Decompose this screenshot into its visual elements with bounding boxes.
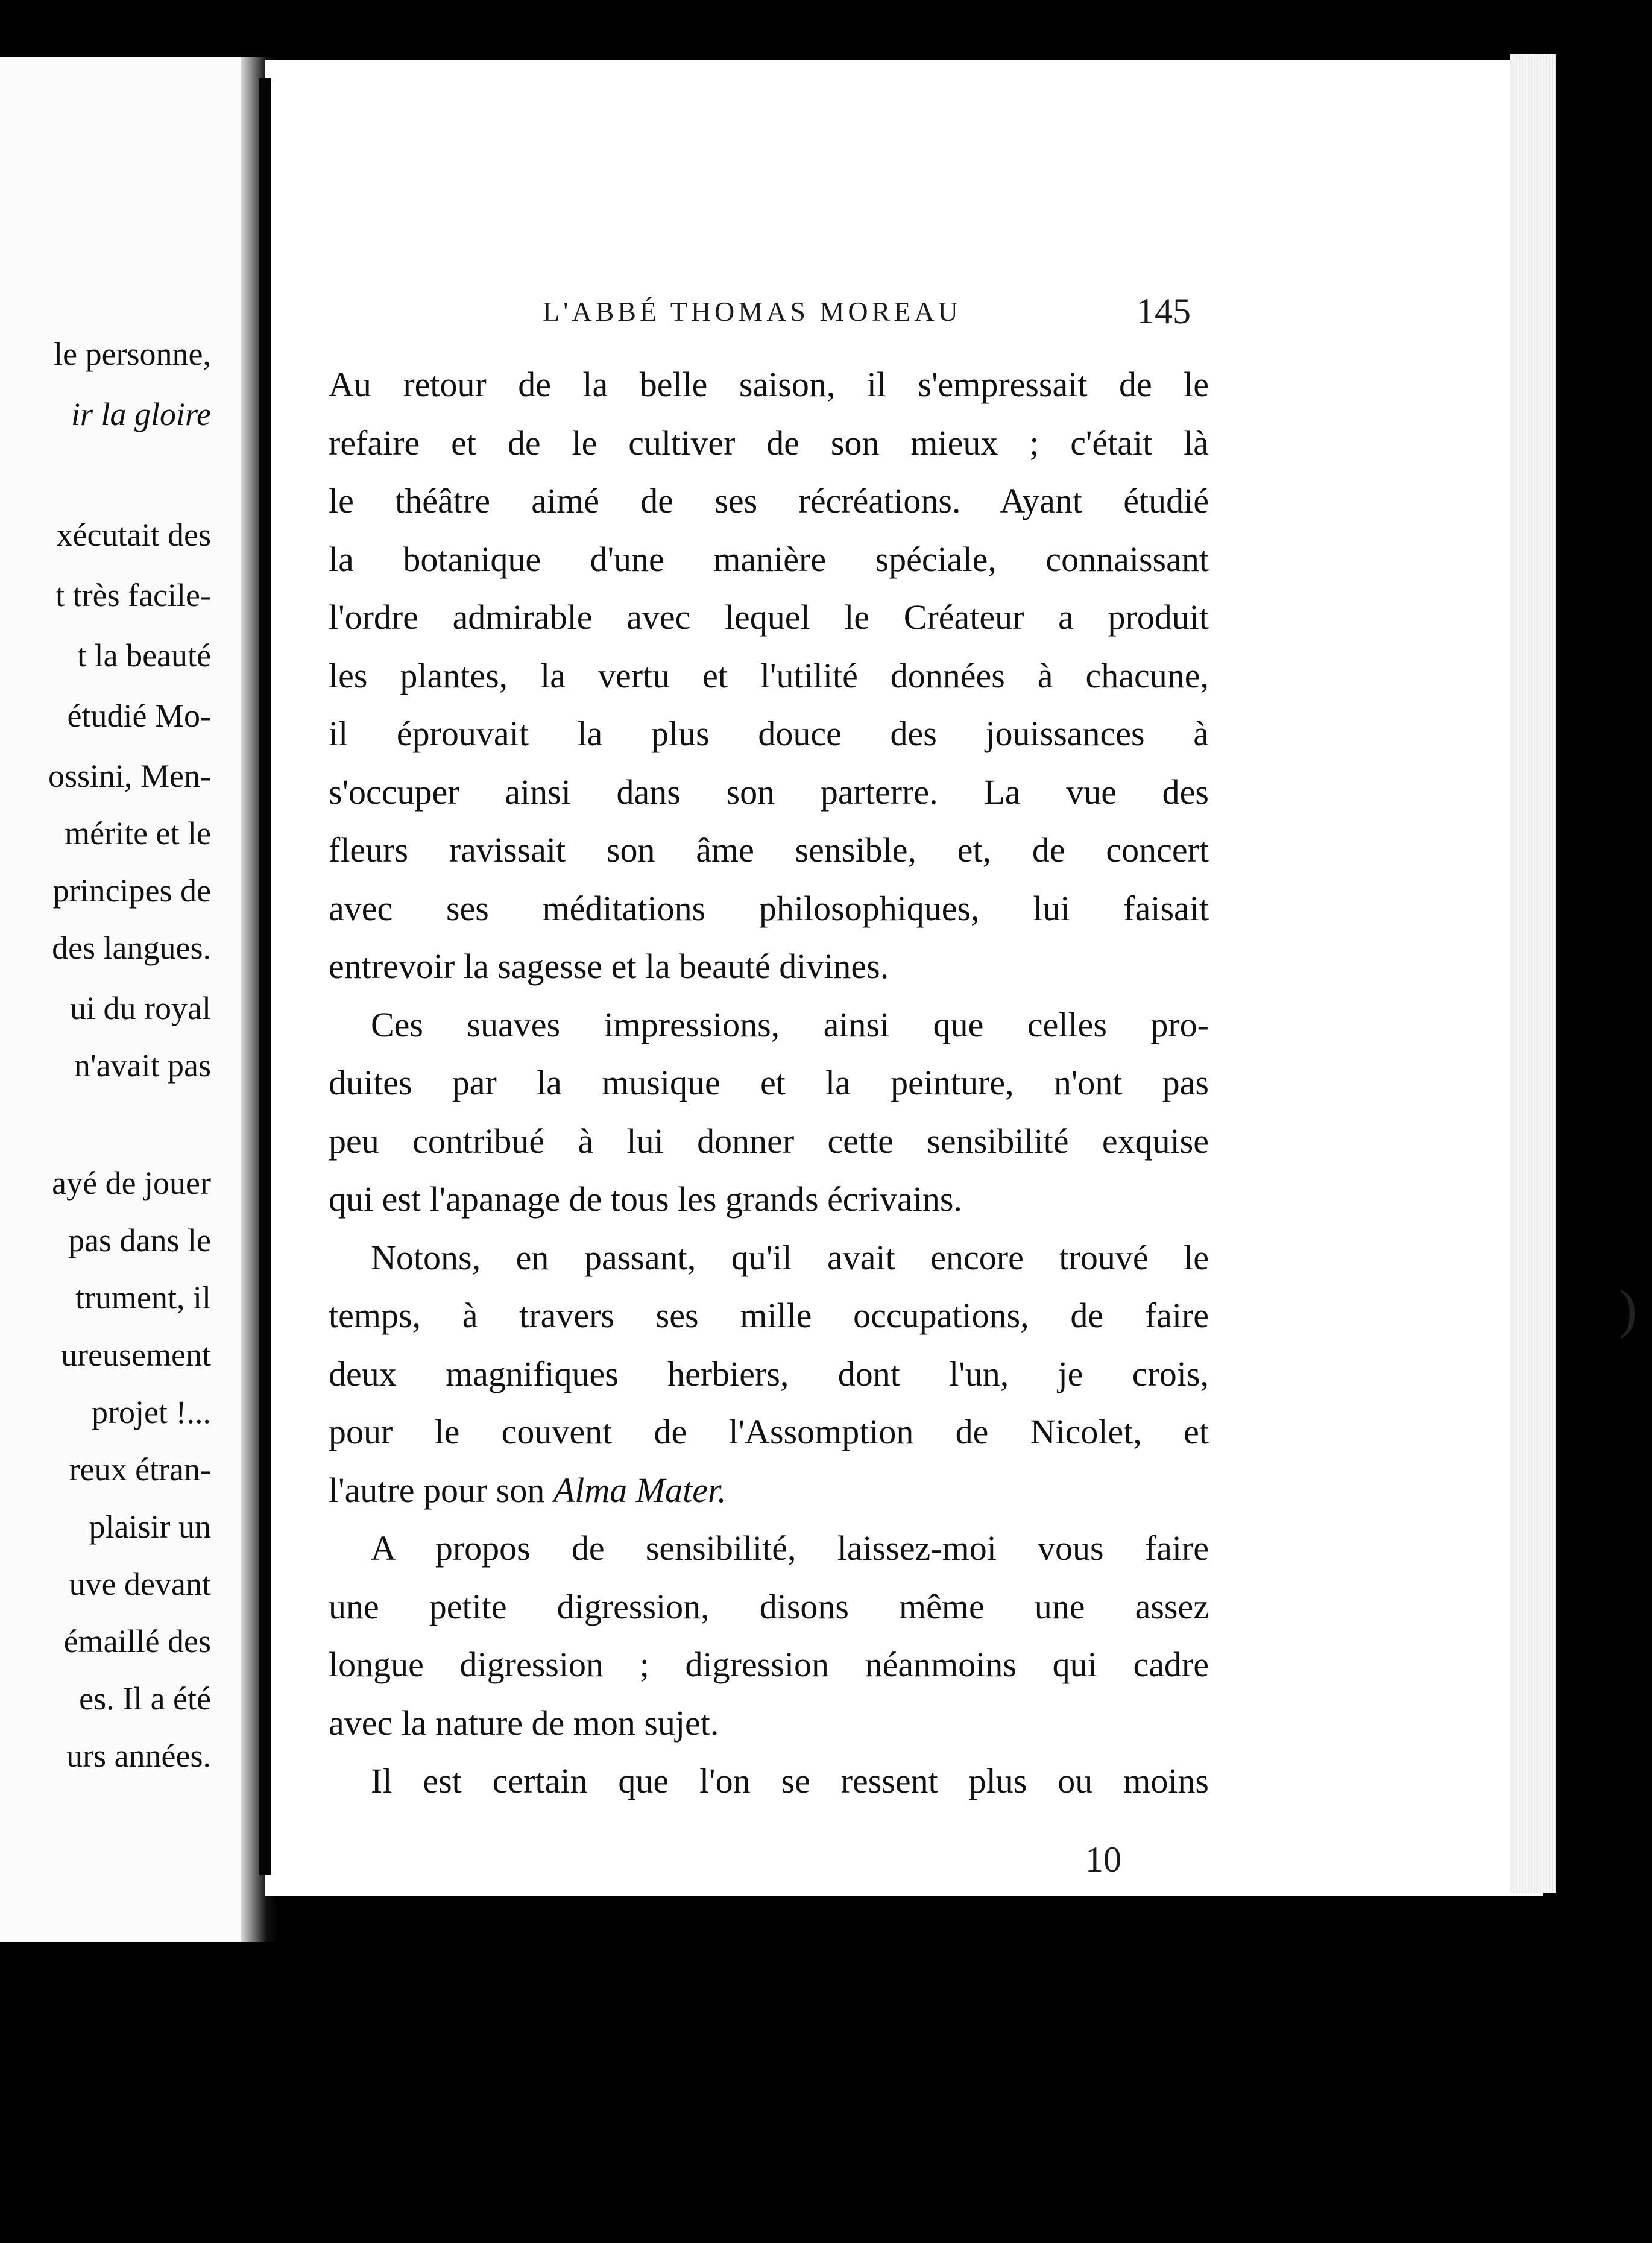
- text-line: refaire et de le cultiver de son mieux ; c'était là: [329, 423, 1209, 462]
- signature-number: 10: [1085, 1840, 1121, 1879]
- left-page-line: es. Il a été: [79, 1680, 211, 1717]
- italic-title: Alma Mater.: [553, 1470, 727, 1510]
- left-page-line: n'avait pas: [74, 1047, 211, 1084]
- text-line: pour le couvent de l'Assomption de Nicolet, et: [329, 1412, 1209, 1451]
- text-line: la botanique d'une manière spéciale, connaissant: [329, 539, 1209, 579]
- left-page-line: ayé de jouer: [52, 1165, 211, 1201]
- binding-shadow: [259, 78, 271, 1875]
- text-line: qui est l'apanage de tous les grands écrivains.: [329, 1179, 962, 1219]
- left-page-line: ir la gloire: [71, 396, 211, 432]
- text-line: le théâtre aimé de ses récréations. Ayant étudié: [329, 481, 1209, 520]
- text-line: entrevoir la sagesse et la beauté divines.: [329, 947, 889, 986]
- left-page-line: mérite et le: [65, 815, 211, 851]
- scan-edge-mark-icon: ): [1619, 1279, 1637, 1339]
- text-line: deux magnifiques herbiers, dont l'un, je crois,: [329, 1354, 1209, 1393]
- page-number: 145: [1137, 291, 1191, 331]
- text-line: s'occuper ainsi dans son parterre. La vue des: [329, 772, 1209, 812]
- text-line: longue digression ; digression néanmoins qui cadre: [329, 1645, 1209, 1684]
- text-line: Au retour de la belle saison, il s'empressait de le: [329, 365, 1209, 404]
- text-line: Notons, en passant, qu'il avait encore trouvé le: [371, 1237, 1209, 1277]
- left-page-line: étudié Mo-: [67, 698, 211, 734]
- left-page-line: ossini, Men-: [48, 758, 211, 794]
- text-line: une petite digression, disons même une assez: [329, 1586, 1209, 1626]
- running-head: L'ABBÉ THOMAS MOREAU: [543, 296, 962, 327]
- text-line: il éprouvait la plus douce des jouissances à: [329, 714, 1209, 753]
- body-text: [329, 356, 1209, 1811]
- left-page-line: plaisir un: [89, 1509, 211, 1545]
- text-line: fleurs ravissait son âme sensible, et, de concert: [329, 830, 1209, 869]
- left-page-line: ui du royal: [70, 990, 211, 1026]
- left-page-line: des langues.: [52, 930, 211, 966]
- left-page-line: le personne,: [54, 336, 211, 372]
- text-line: Ces suaves impressions, ainsi que celles pro-: [371, 1005, 1209, 1044]
- left-page-line: projet !...: [92, 1394, 211, 1430]
- text-line: avec ses méditations philosophiques, lui faisait: [329, 888, 1209, 928]
- left-page-line: émaillé des: [63, 1623, 211, 1659]
- text-line: [329, 1462, 1209, 1520]
- left-page-line: t très facile-: [55, 577, 211, 613]
- text-fragment: l'autre pour son: [329, 1470, 545, 1510]
- left-page-line: trument, il: [75, 1279, 211, 1316]
- text-line: peu contribué à lui donner cette sensibilité exquise: [329, 1121, 1209, 1161]
- text-line: duites par la musique et la peinture, n'ont pas: [329, 1063, 1209, 1102]
- page-edges: [1510, 54, 1556, 1893]
- left-page-line: principes de: [52, 872, 211, 909]
- left-page-line: ureusement: [61, 1337, 211, 1373]
- left-page-line: reux étran-: [69, 1451, 211, 1487]
- left-page-line: uve devant: [69, 1566, 211, 1602]
- left-page-line: xécutait des: [56, 517, 211, 553]
- text-line: A propos de sensibilité, laissez-moi vous faire: [371, 1528, 1209, 1568]
- text-line: temps, à travers ses mille occupations, de faire: [329, 1296, 1209, 1335]
- left-page-line: urs années.: [66, 1738, 211, 1774]
- left-page-line: t la beauté: [77, 637, 211, 674]
- left-facing-page: [0, 57, 241, 1942]
- text-line: Il est certain que l'on se ressent plus ou moins: [371, 1761, 1209, 1800]
- text-line: l'ordre admirable avec lequel le Créateur a produit: [329, 598, 1209, 637]
- text-line: les plantes, la vertu et l'utilité données à chacune,: [329, 655, 1209, 695]
- left-page-line: pas dans le: [68, 1222, 211, 1258]
- text-line: avec la nature de mon sujet.: [329, 1703, 719, 1743]
